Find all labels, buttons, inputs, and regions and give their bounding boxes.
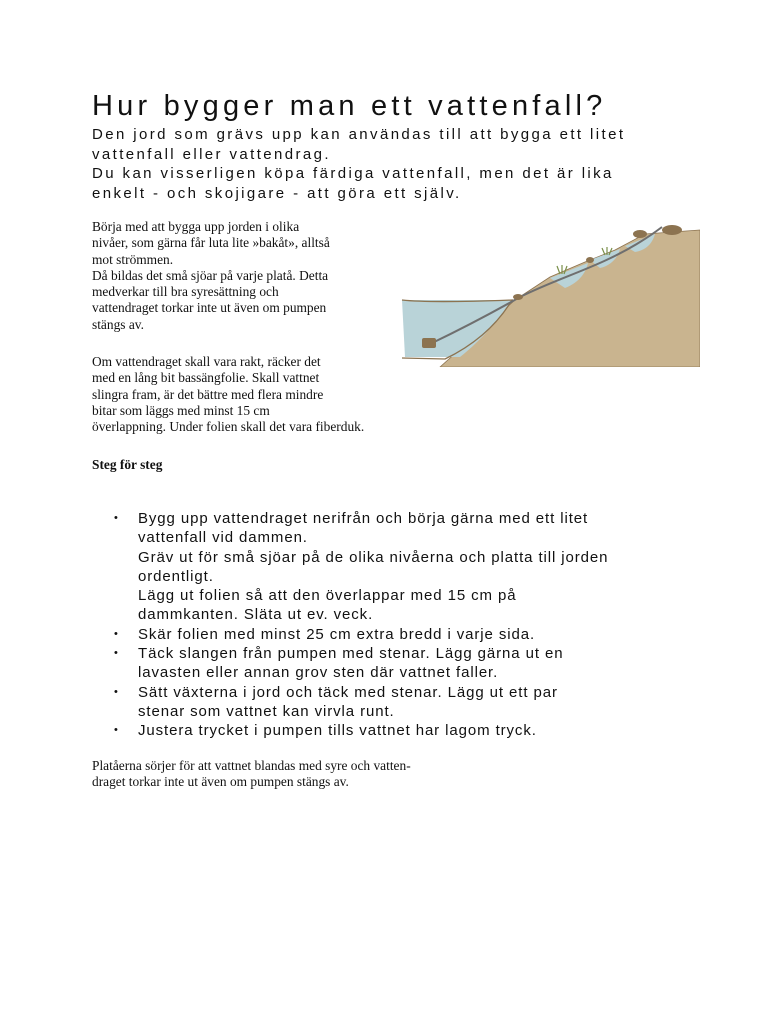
list-item <box>110 644 730 683</box>
paragraph-line: Då bildas det små sjöar på varje platå. Detta <box>92 267 329 283</box>
step-line: Skär folien med minst 25 cm extra bredd i varje sida. <box>138 625 536 643</box>
paragraph-line: medverkar till bra syresättning och <box>92 284 279 300</box>
stone <box>513 294 523 300</box>
step-line: ordentligt. <box>138 567 214 585</box>
intro-line: Den jord som grävs upp kan användas till att bygga ett litet <box>92 126 626 143</box>
list-item <box>110 721 730 740</box>
step-line: Sätt växterna i jord och täck med stenar. Lägg ut ett par <box>138 683 558 701</box>
intro-line: Du kan visserligen köpa färdiga vattenfall, men det är lika <box>92 165 614 182</box>
intro-line: enkelt - och skojigare - att göra ett själv. <box>92 184 462 202</box>
page-title: Hur bygger man ett vattenfall? <box>92 90 607 122</box>
step-line: Justera trycket i pumpen tills vattnet har lagom tryck. <box>138 722 537 740</box>
step-line: dammkanten. Släta ut ev. veck. <box>138 606 374 624</box>
bullet-icon: • <box>114 647 119 660</box>
step-line: Gräv ut för små sjöar på de olika nivåerna och platta till jorden <box>138 548 609 566</box>
bullet-icon: • <box>114 724 119 737</box>
footer-line: draget torkar inte ut även om pumpen stängs av. <box>92 774 349 790</box>
paragraph-line: stängs av. <box>92 316 144 332</box>
paragraph-line: bitar som läggs med minst 15 cm <box>92 402 270 418</box>
steps-heading: Steg för steg <box>92 457 163 472</box>
steps-list <box>110 509 730 741</box>
waterfall-illustration <box>400 222 700 367</box>
paragraph-building-levels <box>92 219 392 333</box>
bullet-icon: • <box>114 685 119 698</box>
intro-line: vattenfall eller vattendrag. <box>92 145 331 163</box>
paragraph-line: mot strömmen. <box>92 251 174 267</box>
paragraph-line: överlappning. Under folien skall det vara fiberduk. <box>92 419 365 435</box>
step-line: vattenfall vid dammen. <box>138 529 308 547</box>
list-item <box>110 625 730 644</box>
stone <box>586 257 594 263</box>
step-line: Bygg upp vattendraget nerifrån och börja gärna med ett litet <box>138 510 589 527</box>
step-line: lavasten eller annan grov sten där vattnet faller. <box>138 664 499 682</box>
list-item <box>110 683 730 722</box>
step-line: Lägg ut folien så att den överlappar med 15 cm på <box>138 587 517 605</box>
stone <box>662 225 682 235</box>
bullet-icon: • <box>114 512 119 524</box>
paragraph-line: Om vattendraget skall vara rakt, räcker det <box>92 354 321 369</box>
soil-hill <box>440 230 700 367</box>
pump <box>422 338 436 348</box>
step-line: Täck slangen från pumpen med stenar. Lägg gärna ut en <box>138 645 564 663</box>
paragraph-line: nivåer, som gärna får luta lite »bakåt», alltså <box>92 235 330 251</box>
bullet-icon: • <box>114 627 119 640</box>
paragraph-line: vattendraget torkar inte ut även om pumpen <box>92 300 327 316</box>
step-line: stenar som vattnet kan virvla runt. <box>138 702 395 720</box>
paragraph-line: slingra fram, är det bättre med flera mindre <box>92 386 324 402</box>
paragraph-liner <box>92 354 412 435</box>
stone <box>633 230 647 238</box>
paragraph-line: Börja med att bygga upp jorden i olika <box>92 219 300 234</box>
footer-note <box>92 758 512 791</box>
intro-text <box>92 125 732 203</box>
footer-line: Platåerna sörjer för att vattnet blandas med syre och vatten- <box>92 758 411 773</box>
paragraph-line: med en lång bit bassängfolie. Skall vattnet <box>92 370 320 386</box>
list-item <box>110 509 730 625</box>
